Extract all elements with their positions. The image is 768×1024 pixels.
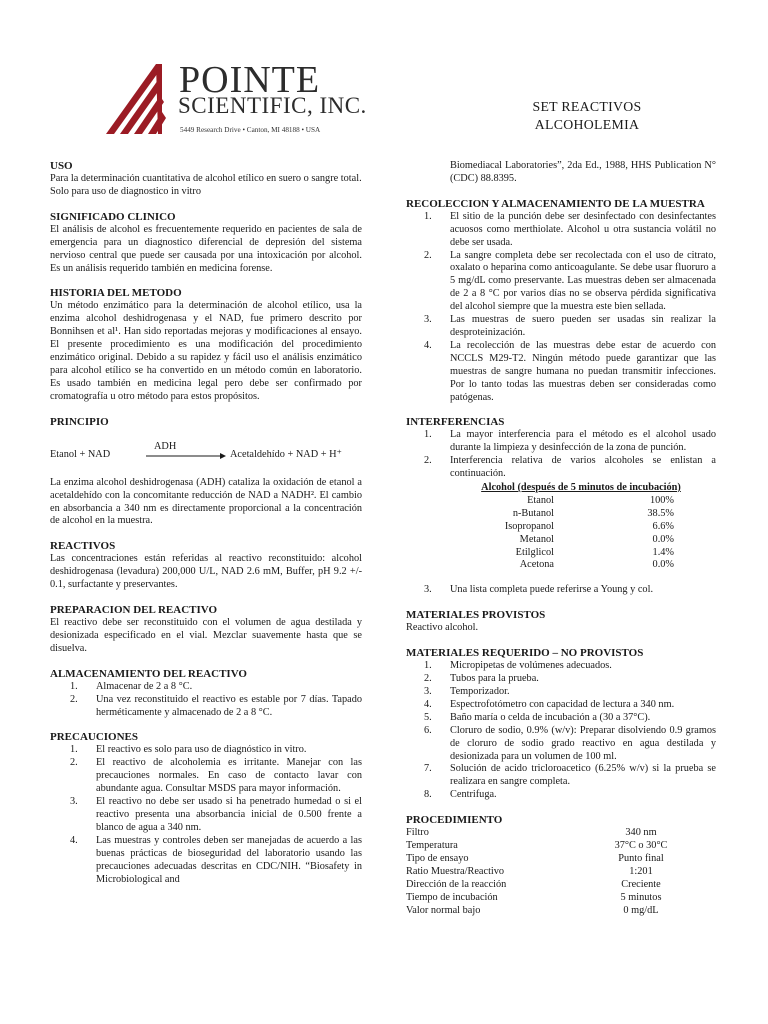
title-line2: ALCOHOLEMIA — [534, 117, 640, 132]
table-cell: Metanol — [519, 533, 554, 545]
table-cell: Valor normal bajo — [406, 904, 481, 916]
list-item — [406, 725, 716, 764]
reaction-equation — [50, 441, 362, 463]
table-cell: 0.0% — [652, 533, 674, 545]
list-item — [50, 835, 362, 887]
preparacion-heading: PREPARACION DEL REACTIVO — [50, 604, 218, 617]
uso-heading: USO — [50, 160, 73, 172]
list-text: La mayor interferencia para el método es el alcohol usado durante la limpieza y desinfección de la zona de punción. — [450, 429, 716, 454]
table-cell: 1:201 — [629, 865, 653, 877]
list-text: Baño maría o celda de incubación a (30 a 37°C). — [450, 711, 651, 723]
table-row — [406, 547, 716, 560]
list-text: Tubos para la prueba. — [450, 673, 539, 685]
table-cell: 0 mg/dL — [623, 904, 659, 916]
reactivos-text: Las concentraciones están referidas al reactivo reconstituido: alcohol deshidrogenasa (levadura) 200,000 U/L, NAD 2.6 mM, Buffer, pH 9.2 +/- 0.1, surfactante y preservantes. — [50, 553, 362, 591]
table-row — [406, 905, 716, 918]
list-item — [406, 584, 716, 597]
list-number: 2. — [424, 673, 432, 685]
table-cell: Etanol — [527, 494, 554, 506]
list-number: 4. — [70, 834, 78, 846]
materiales-requeridos-heading: MATERIALES REQUERIDO – NO PROVISTOS — [406, 647, 644, 660]
list-number: 1. — [70, 744, 78, 756]
almacenamiento-list — [50, 681, 362, 720]
precauciones-heading: PRECAUCIONES — [50, 731, 139, 744]
table-cell: 6.6% — [652, 520, 674, 532]
table-row — [406, 866, 716, 879]
preparacion-text: El reactivo debe ser reconstituido con el volumen de agua destilada y desionizada especificado en el vial. Mezclar suavemente hasta que se disuelva. — [50, 617, 362, 654]
left-column — [50, 160, 362, 886]
table-cell: Tipo de ensayo — [406, 852, 469, 864]
arrow-right-icon — [146, 451, 226, 461]
list-text: El reactivo es solo para uso de diagnóstico in vitro. — [96, 744, 307, 756]
table-row — [406, 495, 716, 508]
table-cell: Isopropanol — [504, 520, 554, 532]
table-cell: 1.4% — [652, 546, 674, 558]
table-row — [406, 879, 716, 892]
table-cell: 38.5% — [647, 507, 674, 519]
triangle-stripes-icon — [104, 58, 184, 138]
list-number: 2. — [424, 455, 432, 467]
list-number: 2. — [70, 757, 78, 769]
list-item — [50, 796, 362, 835]
equation-enzyme: ADH — [154, 440, 177, 452]
list-number: 3. — [424, 314, 432, 326]
interferencias-list-cont — [406, 584, 716, 597]
list-number: 3. — [424, 584, 432, 596]
list-text: Una vez reconstituido el reactivo es estable por 7 días. Tapado herméticamente y almacenado de 2 a 8 °C. — [96, 693, 362, 718]
list-item — [406, 712, 716, 725]
list-item — [50, 694, 362, 720]
company-logo — [104, 58, 374, 138]
list-text: Solución de acido tricloroacetico (6.25% w/v) si la prueba se realizara en sangre completa. — [450, 763, 716, 788]
recoleccion-list — [406, 211, 716, 405]
table-cell: Tiempo de incubación — [406, 891, 498, 903]
list-number: 5. — [424, 711, 432, 723]
table-row — [406, 521, 716, 534]
list-item — [406, 789, 716, 802]
list-number: 6. — [424, 724, 432, 736]
table-cell: 37°C o 30°C — [614, 840, 668, 852]
materiales-requeridos-list — [406, 660, 716, 802]
uso-line1: Para la determinación cuantitativa de alcohol etílico en suero o sangre total. — [50, 173, 362, 184]
list-item — [50, 681, 362, 694]
list-item — [406, 660, 716, 673]
table-row — [406, 827, 716, 840]
precauciones-continuation: Biomediacal Laboratories”, 2da Ed., 1988, HHS Publication N° (CDC) 88.8395. — [450, 160, 716, 184]
table-row — [406, 559, 716, 572]
significado-heading: SIGNIFICADO CLINICO — [50, 210, 176, 223]
table-cell: Creciente — [621, 878, 661, 890]
almacenamiento-heading: ALMACENAMIENTO DEL REACTIVO — [50, 667, 247, 680]
table-cell: 100% — [649, 494, 674, 506]
company-address: 5449 Research Drive • Canton, MI 48188 • USA — [180, 126, 321, 134]
title-line1: SET REACTIVOS — [532, 99, 642, 114]
table-cell: 0.0% — [652, 559, 674, 571]
procedimiento-heading: PROCEDIMIENTO — [406, 814, 503, 827]
company-name-line2: SCIENTIFIC, INC. — [178, 93, 367, 118]
company-name: POINTE — [179, 59, 321, 101]
historia-text: Un método enzimático para la determinación de alcohol etílico, usa la enzima alcohol deshidrogenasa y el NAD, fue primero descrito por Bonnihsen et al¹. Han sido reportadas mejoras y modificaciones al ensayo. El presente procedimiento es una modificación del procedimiento enzimático original. Debido a su rapidez y fácil uso el análisis enzimático para alcohol etílico se ha convertido en un método común en laboratorio. Es usado también en medicina legal pero debe ser confirmado por cromatografía u otro método para estos propósitos. — [50, 300, 362, 402]
list-text: Micropipetas de volúmenes adecuados. — [450, 660, 612, 672]
table-cell: Etilglicol — [515, 546, 554, 558]
document-title — [482, 98, 692, 134]
list-number: 7. — [424, 763, 432, 775]
materiales-provistos-heading: MATERIALES PROVISTOS — [406, 609, 546, 622]
table-cell: Ratio Muestra/Reactivo — [406, 865, 505, 877]
procedimiento-table — [406, 827, 716, 917]
reactivos-heading: REACTIVOS — [50, 540, 116, 553]
table-cell: Acetona — [519, 559, 554, 571]
table-row — [406, 853, 716, 866]
list-number: 1. — [424, 210, 432, 222]
list-item — [406, 673, 716, 686]
principio-heading: PRINCIPIO — [50, 415, 109, 428]
list-text: Temporizador. — [450, 686, 510, 697]
list-text: Cloruro de sodio, 0.9% (w/v): Preparar disolviendo 0.9 gramos de cloruro de sodio grado reactivo en agua destilada y desionizada para un volumen de 100 ml. — [450, 724, 716, 762]
interferencias-heading: INTERFERENCIAS — [406, 416, 505, 429]
list-text: Espectrofotómetro con capacidad de lectura a 340 nm. — [450, 698, 675, 710]
table-cell: 5 minutos — [620, 891, 662, 903]
list-item — [406, 340, 716, 405]
list-text: El sitio de la punción debe ser desinfectado con desinfectantes acuosos como merthiolate. Alcohol u otra sustancia volátil no debe ser usada. — [450, 210, 716, 248]
interference-table-title: Alcohol (después de 5 minutos de incubación) — [481, 482, 681, 494]
list-number: 2. — [424, 249, 432, 261]
table-row — [406, 534, 716, 547]
list-number: 3. — [70, 796, 78, 808]
list-item — [406, 429, 716, 455]
list-text: La sangre completa debe ser recolectada con el uso de citrato, oxalato o heparina como anticoagulante. Se debe usar fluoruro a 5 mg/dL como preservante. Las muestras deben ser almacenada de 2 a 8 °C por varios días no se observa pérdida significativa del alcohol siempre que la muestra este bien sellada. — [450, 249, 716, 313]
list-number: 1. — [70, 680, 78, 692]
equation-reactants: Etanol + NAD — [50, 448, 111, 460]
interferencias-list — [406, 429, 716, 481]
list-item — [406, 455, 716, 481]
list-text: La recolección de las muestras debe estar de acuerdo con NCCLS M29-T2. Ningún método puede garantizar que las muestras de sangre humana no puedan transmitir infecciones. Por lo tanto todas las muestras deben ser consideradas como patógenas. — [450, 339, 716, 403]
list-text: El reactivo de alcoholemia es irritante. Manejar con las precauciones normales. En caso de contacto lavar con abundante agua. Consultar MSDS para mayor información. — [96, 757, 362, 795]
uso-line2: Solo para uso de diagnostico in vitro — [50, 185, 201, 197]
table-cell: Filtro — [406, 827, 429, 839]
list-number: 4. — [424, 698, 432, 710]
list-text: Las muestras de suero pueden ser usadas sin realizar la desproteinización. — [450, 314, 716, 338]
table-row — [406, 840, 716, 853]
list-item — [50, 757, 362, 796]
list-number: 1. — [424, 660, 432, 672]
equation-products: Acetaldehído + NAD + H⁺ — [230, 448, 342, 460]
list-number: 2. — [70, 693, 78, 705]
list-number: 3. — [424, 686, 432, 697]
right-column — [406, 160, 716, 918]
table-cell: n-Butanol — [512, 507, 554, 519]
table-cell: Temperatura — [406, 840, 458, 852]
table-row — [406, 892, 716, 905]
materiales-provistos-text: Reactivo alcohol. — [406, 622, 479, 634]
list-text: Almacenar de 2 a 8 °C. — [96, 680, 193, 692]
precauciones-list — [50, 744, 362, 886]
table-cell: Punto final — [618, 852, 664, 864]
principio-text: La enzima alcohol deshidrogenasa (ADH) cataliza la oxidación de etanol a acetaldehído con la concomitante reducción de NAD a NADH². El cambio en absorbancia a 340 nm es directamente proporcional a la concentración de alcohol en la muestra. — [50, 476, 362, 527]
list-text: Interferencia relativa de varios alcoholes se enlistan a continuación. — [450, 455, 716, 480]
list-text: Centrifuga. — [450, 789, 497, 801]
list-item — [50, 744, 362, 757]
list-item — [406, 250, 716, 315]
list-text: El reactivo no debe ser usado si ha penetrado humedad o si el reactivo presenta una absorbancia inicial de 0.500 frente a blanco de agua a 340 nm. — [96, 796, 362, 833]
table-row — [406, 508, 716, 521]
table-cell: 340 nm — [625, 827, 657, 839]
list-item — [406, 211, 716, 250]
list-number: 4. — [424, 339, 432, 351]
recoleccion-heading: RECOLECCION Y ALMACENAMIENTO DE LA MUESTRA — [406, 197, 705, 210]
list-item — [406, 763, 716, 789]
list-number: 1. — [424, 429, 432, 441]
list-text: Una lista completa puede referirse a Young y col. — [450, 584, 654, 596]
historia-heading: HISTORIA DEL METODO — [50, 287, 182, 300]
significado-text: El análisis de alcohol es frecuentemente requerido en pacientes de sala de emergencia para un diagnostico diferencial de depresión del sistema nervioso central que puede ser causada por una intoxicación por alcohol. Es un análisis requerido también en medicina forense. — [50, 223, 362, 274]
interference-table — [406, 482, 716, 572]
list-item — [406, 686, 716, 699]
table-cell: Dirección de la reacción — [406, 878, 507, 890]
list-number: 8. — [424, 789, 432, 801]
list-item — [406, 314, 716, 340]
list-text: Las muestras y controles deben ser manejadas de acuerdo a las buenas prácticas de bioseguridad del laboratorio usando las precauciones adecuadas descritas en CDC/NIH. “Biosafety in Microbiological and — [96, 834, 362, 885]
list-item — [406, 699, 716, 712]
